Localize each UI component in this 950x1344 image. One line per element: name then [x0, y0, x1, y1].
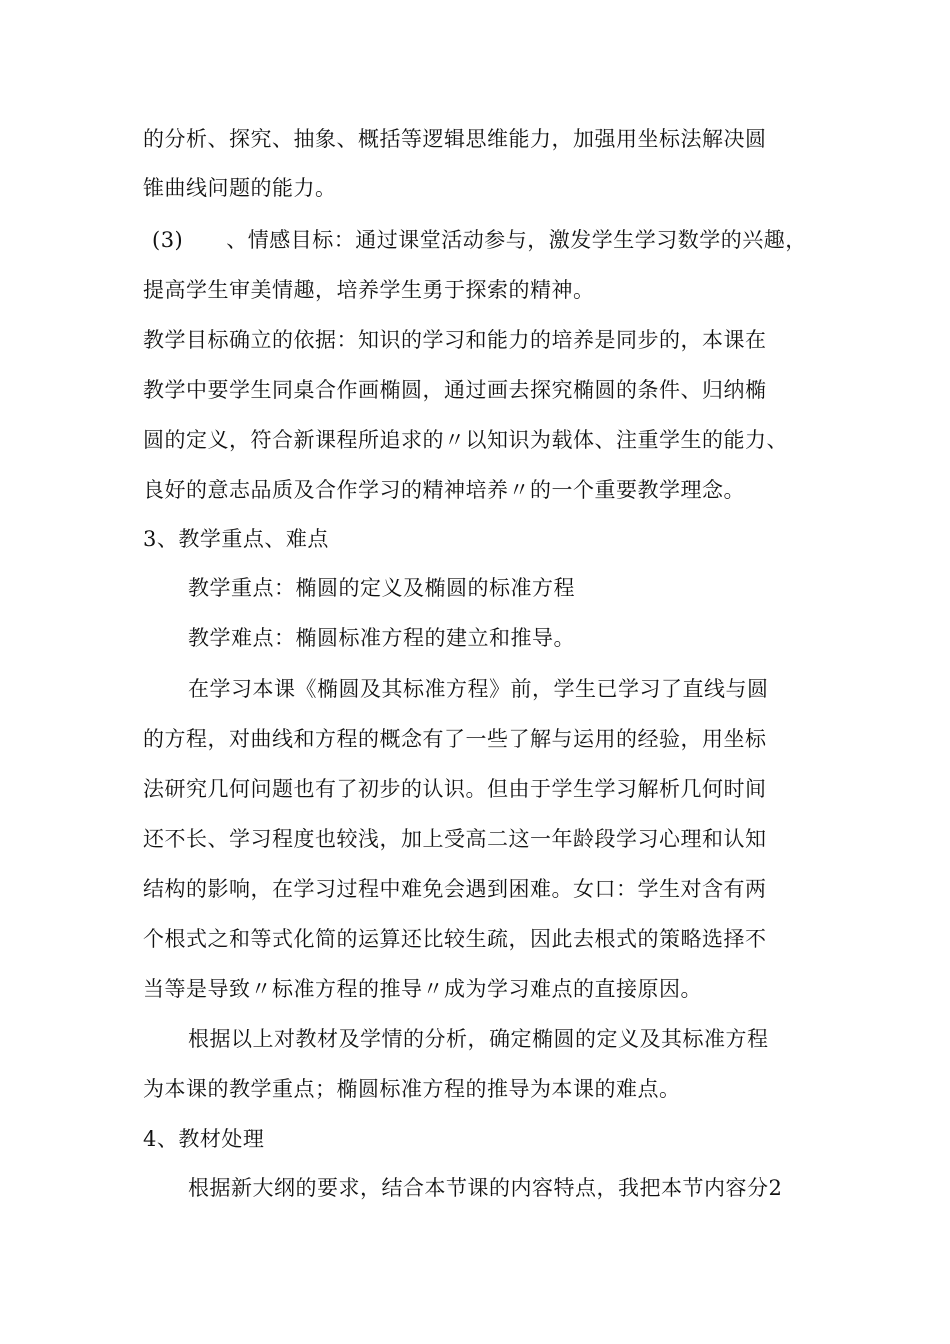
paragraph-line: 还不长、学习程度也较浅，加上受高二这一年龄段学习心理和认知 [143, 827, 767, 851]
paragraph-line: 个根式之和等式化简的运算还比较生疏，因此去根式的策略选择不 [143, 927, 767, 951]
paragraph-line: 根据新大纲的要求，结合本节课的内容特点，我把本节内容分2 [188, 1176, 783, 1200]
paragraph-line: 教学目标确立的依据：知识的学习和能力的培养是同步的，本课在 [143, 328, 767, 352]
paragraph-line: 锥曲线问题的能力。 [143, 176, 337, 200]
key-point-line: 教学重点：椭圆的定义及椭圆的标准方程 [188, 576, 575, 600]
paragraph-line: 为本课的教学重点；椭圆标准方程的推导为本课的难点。 [143, 1077, 681, 1101]
paragraph-line: 教学中要学生同桌合作画椭圆，通过画去探究椭圆的条件、归纳椭 [143, 378, 767, 402]
difficult-point-line: 教学难点：椭圆标准方程的建立和推导。 [188, 626, 575, 650]
paragraph-line: 法研究几何问题也有了初步的认识。但由于学生学习解析几何时间 [143, 777, 767, 801]
paragraph-line: 的分析、探究、抽象、概括等逻辑思维能力，加强用坐标法解决圆 [143, 127, 767, 151]
paragraph-line: 圆的定义，符合新课程所追求的〃以知识为载体、注重学生的能力、 [143, 428, 788, 452]
paragraph-line: 良好的意志品质及合作学习的精神培养〃的一个重要教学理念。 [143, 478, 745, 502]
paragraph-line: 的方程，对曲线和方程的概念有了一些了解与运用的经验，用坐标 [143, 727, 767, 751]
section-heading: 3、教学重点、难点 [143, 527, 329, 551]
paragraph-line: 在学习本课《椭圆及其标准方程》前，学生已学习了直线与圆 [188, 677, 769, 701]
paragraph-line: 当等是导致〃标准方程的推导〃成为学习难点的直接原因。 [143, 977, 702, 1001]
paragraph-line: 根据以上对教材及学情的分析，确定椭圆的定义及其标准方程 [188, 1027, 769, 1051]
paragraph-line: 提高学生审美情趣，培养学生勇于探索的精神。 [143, 278, 595, 302]
paragraph-line: (3) 、情感目标：通过课堂活动参与，激发学生学习数学的兴趣， [152, 228, 807, 252]
paragraph-line: 结构的影响，在学习过程中难免会遇到困难。女口：学生对含有两 [143, 877, 767, 901]
section-heading: 4、教材处理 [143, 1127, 265, 1151]
